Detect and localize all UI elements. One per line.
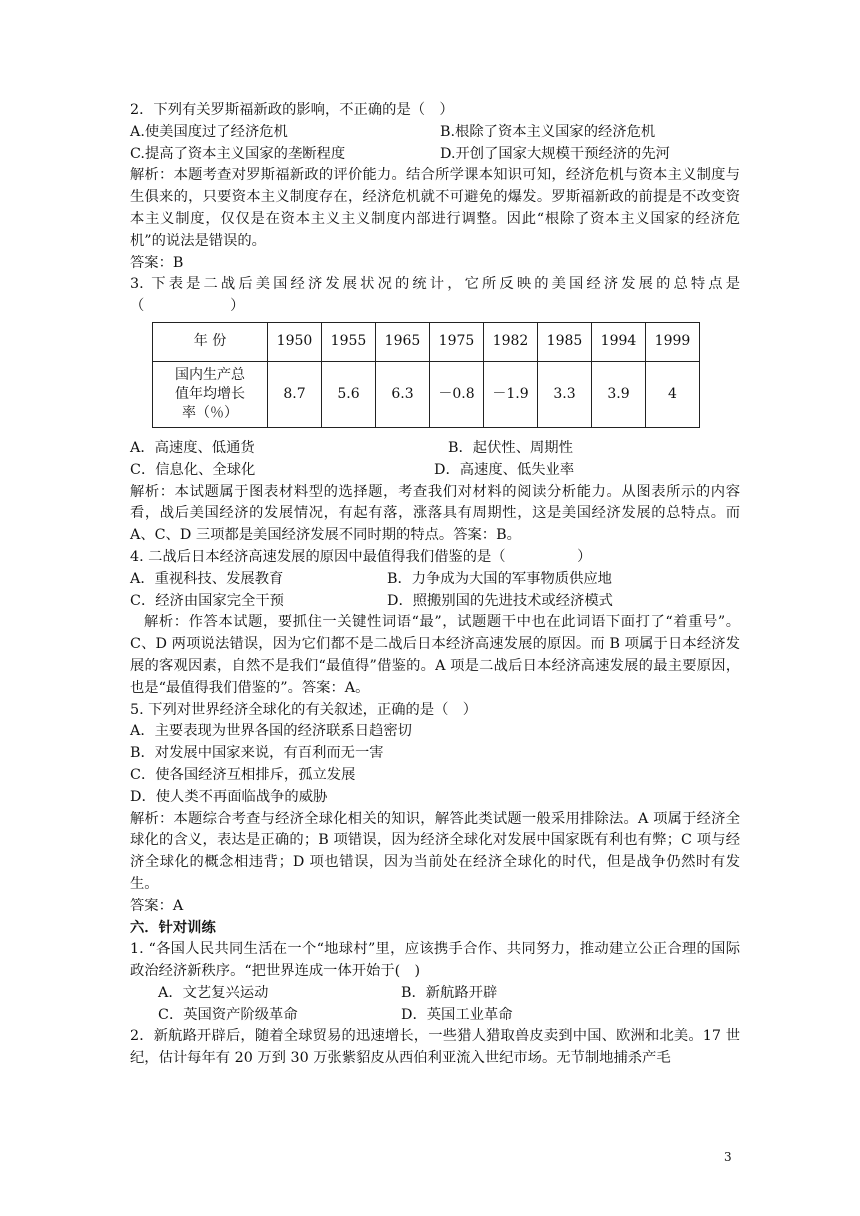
q2-stem: 2．下列有关罗斯福新政的影响，不正确的是（ ） <box>130 102 454 118</box>
q5-option-c: C．使各国经济互相排斥，孤立发展 <box>130 766 356 783</box>
q3-options-row1 <box>130 438 740 460</box>
practice-1-option-c: C．英国资产阶级革命 <box>158 1006 298 1023</box>
table-header-label: 年 份 <box>153 322 268 361</box>
q4-option-b: B．力争成为大国的军事物质供应地 <box>387 570 612 587</box>
q4-stem: 4. 二战后日本经济高速发展的原因中最值得我们借鉴的是（ ） <box>130 548 592 565</box>
q2-option-d: D.开创了国家大规模干预经济的先河 <box>440 145 670 162</box>
q4-option-a: A．重视科技、发展教育 <box>130 570 284 587</box>
table-year: 1985 <box>538 322 592 361</box>
table-year: 1999 <box>646 322 700 361</box>
table-cell: －0.8 <box>430 361 484 427</box>
q5-option-a: A．主要表现为世界各国的经济联系日趋密切 <box>130 723 412 740</box>
practice-1-options-row2 <box>130 1005 740 1027</box>
table-header-row <box>153 322 700 361</box>
table-cell: －1.9 <box>484 361 538 427</box>
q3-option-c: C．信息化、全球化 <box>130 461 256 478</box>
table-year: 1955 <box>322 322 376 361</box>
table-year: 1965 <box>376 322 430 361</box>
section-title: 六．针对训练 <box>130 919 216 936</box>
practice-1-option-b: B．新航路开辟 <box>401 984 498 1001</box>
practice-1-options-row1 <box>130 983 740 1005</box>
q4-analysis: 解析：作答本试题，要抓住一关键性词语“最”，试题题干中也在此词语下面打了“着重号”。C、D 两项说法错误，因为它们都不是二战后日本经济高速发展的原因。而 B 项属于日本经济发展的客观因素，自然不是我们“最值得”借鉴的。A 项是二战后日本经济高速发展的最主要原因，也是“最值得我们借鉴的”。答案：A。 <box>130 614 740 696</box>
table-cell: 5.6 <box>322 361 376 427</box>
practice-1-option-d: D．英国工业革命 <box>401 1006 513 1023</box>
q2-answer: 答案：B <box>130 254 184 271</box>
practice-1-option-a: A．文艺复兴运动 <box>158 984 269 1001</box>
page-number: 3 <box>724 1150 732 1164</box>
q2-options-row1 <box>130 122 740 144</box>
q5-analysis: 解析：本题综合考查与经济全球化相关的知识，解答此类试题一般采用排除法。A 项属于经济全球化的含义，表达是正确的；B 项错误，因为经济全球化对发展中国家既有利也有弊；C 项与经济全球化的概念相违背；D 项也错误，因为当前处在经济全球化的时代，但是战争仍然时有发生。 <box>130 810 740 892</box>
table-cell: 8.7 <box>268 361 322 427</box>
table-year: 1950 <box>268 322 322 361</box>
table-row <box>153 361 700 427</box>
q3-option-d: D．高速度、低失业率 <box>434 461 575 478</box>
q2-options-row2 <box>130 144 740 166</box>
q4-options-row1 <box>130 569 740 591</box>
table-year: 1975 <box>430 322 484 361</box>
table-cell: 6.3 <box>376 361 430 427</box>
document-page <box>130 100 740 1070</box>
q5-answer: 答案：A <box>130 897 184 914</box>
gdp-growth-table <box>152 322 700 428</box>
table-cell: 3.3 <box>538 361 592 427</box>
q5-stem: 5. 下列对世界经济全球化的有关叙述，正确的是（ ） <box>130 701 478 718</box>
q2-option-a: A.使美国度过了经济危机 <box>130 123 288 140</box>
practice-2-text: 2．新航路开辟后，随着全球贸易的迅速增长，一些猎人猎取兽皮卖到中国、欧洲和北美。17 世纪，估计每年有 20 万到 30 万张紫貂皮从西伯利亚流入世纪市场。无节制地捕杀产毛 <box>130 1028 740 1067</box>
q2-analysis: 解析：本题考查对罗斯福新政的评价能力。结合所学课本知识可知，经济危机与资本主义制度与生俱来的，只要资本主义制度存在，经济危机就不可避免的爆发。罗斯福新政的前提是不改变资本主义制度，仅仅是在资本主义主义制度内部进行调整。因此“根除了资本主义国家的经济危机”的说法是错误的。 <box>130 167 740 249</box>
q2-option-b: B.根除了资本主义国家的经济危机 <box>440 123 656 140</box>
q2-option-c: C.提高了资本主义国家的垄断程度 <box>130 145 346 162</box>
q3-stem-blank: （ ） <box>130 298 245 315</box>
q4-option-c: C．经济由国家完全干预 <box>130 592 284 609</box>
practice-1-stem: 1. “各国人民共同生活在一个“地球村”里，应该携手合作、共同努力，推动建立公正合理的国际政治经济新秩序。“把世界连成一体开始于( ) <box>130 941 740 980</box>
table-year: 1982 <box>484 322 538 361</box>
q4-option-d: D．照搬别国的先进技术或经济模式 <box>387 592 613 609</box>
q3-analysis: 解析：本试题属于图表材料型的选择题，考查我们对材料的阅读分析能力。从图表所示的内容看，战后美国经济的发展情况，有起有落，涨落具有周期性，这是美国经济发展的总特点。而 A、C、D 三项都是美国经济发展不同时期的特点。答案：B。 <box>130 483 740 544</box>
q3-option-a: A．高速度、低通货 <box>130 439 255 456</box>
q5-option-d: D．使人类不再面临战争的威胁 <box>130 788 328 805</box>
table-cell: 4 <box>646 361 700 427</box>
q4-options-row2 <box>130 591 740 613</box>
q3-stem: 3. 下表是二战后美国经济发展状况的统计，它所反映的美国经济发展的总特点是 <box>130 276 740 293</box>
q3-option-b: B．起伏性、周期性 <box>448 439 573 456</box>
table-row-label: 国内生产总 值年均增长 率（％） <box>153 361 268 427</box>
table-cell: 3.9 <box>592 361 646 427</box>
table-year: 1994 <box>592 322 646 361</box>
q3-options-row2 <box>130 460 740 482</box>
q5-option-b: B．对发展中国家来说，有百利而无一害 <box>130 745 384 762</box>
